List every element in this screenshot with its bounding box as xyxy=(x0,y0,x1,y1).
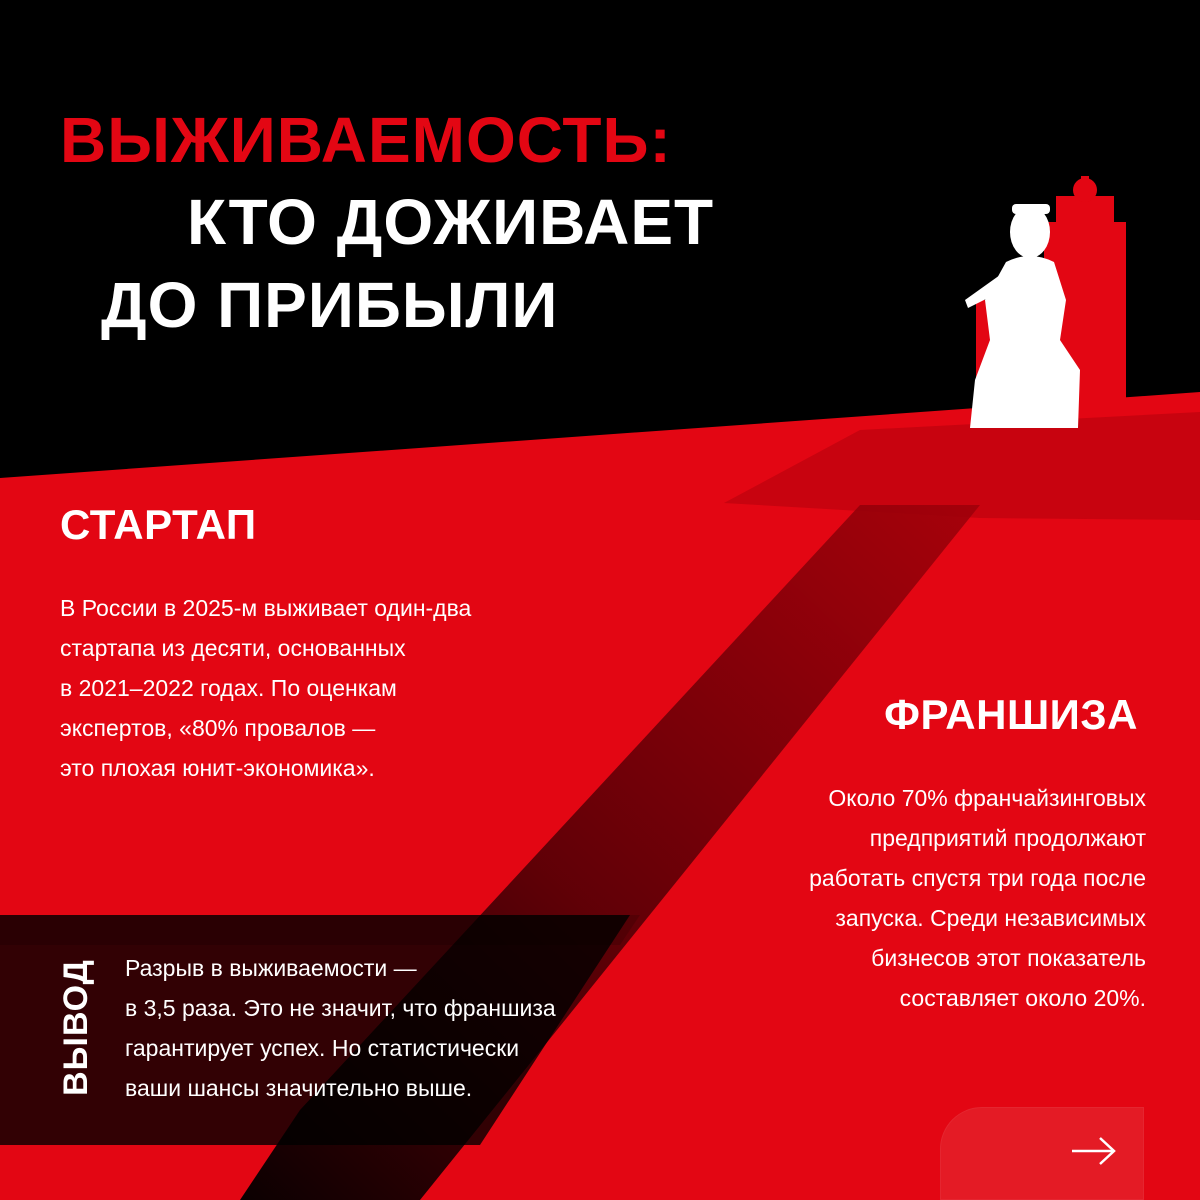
next-button[interactable] xyxy=(940,1107,1144,1200)
startup-line: экспертов, «80% провалов — xyxy=(60,715,376,741)
startup-text xyxy=(60,588,620,788)
startup-line: в 2021–2022 годах. По оценкам xyxy=(60,675,397,701)
conclusion-line: в 3,5 раза. Это не значит, что франшиза xyxy=(125,995,556,1021)
startup-line: В России в 2025-м выживает один-два xyxy=(60,595,472,621)
startup-line: стартапа из десяти, основанных xyxy=(60,635,406,661)
franchise-line: предприятий продолжают xyxy=(869,825,1146,851)
franchise-line: составляет около 20%. xyxy=(899,985,1146,1011)
conclusion-line: Разрыв в выживаемости — xyxy=(125,955,417,981)
startup-line: это плохая юнит-экономика». xyxy=(60,755,375,781)
conclusion-label-text: ВЫВОД xyxy=(56,958,95,1096)
franchise-heading: ФРАНШИЗА xyxy=(884,691,1138,738)
franchise-line: Около 70% франчайзинговых xyxy=(828,785,1146,811)
conclusion-line: гарантирует успех. Но статистически xyxy=(125,1035,520,1061)
arrow-right-icon xyxy=(1070,1133,1118,1169)
franchise-text xyxy=(626,778,1146,1018)
conclusion-label xyxy=(56,958,96,1096)
startup-heading: СТАРТАП xyxy=(60,501,257,548)
franchise-line: работать спустя три года после xyxy=(809,865,1146,891)
conclusion-text xyxy=(125,948,685,1108)
title-line-2: КТО ДОЖИВАЕТ xyxy=(187,186,715,258)
title-line-1: ВЫЖИВАЕМОСТЬ: xyxy=(60,104,672,176)
franchise-line: бизнесов этот показатель xyxy=(871,945,1146,971)
title-line-3: ДО ПРИБЫЛИ xyxy=(101,269,559,341)
conclusion-line: ваши шансы значительно выше. xyxy=(125,1075,473,1101)
franchise-line: запуска. Среди независимых xyxy=(835,905,1146,931)
